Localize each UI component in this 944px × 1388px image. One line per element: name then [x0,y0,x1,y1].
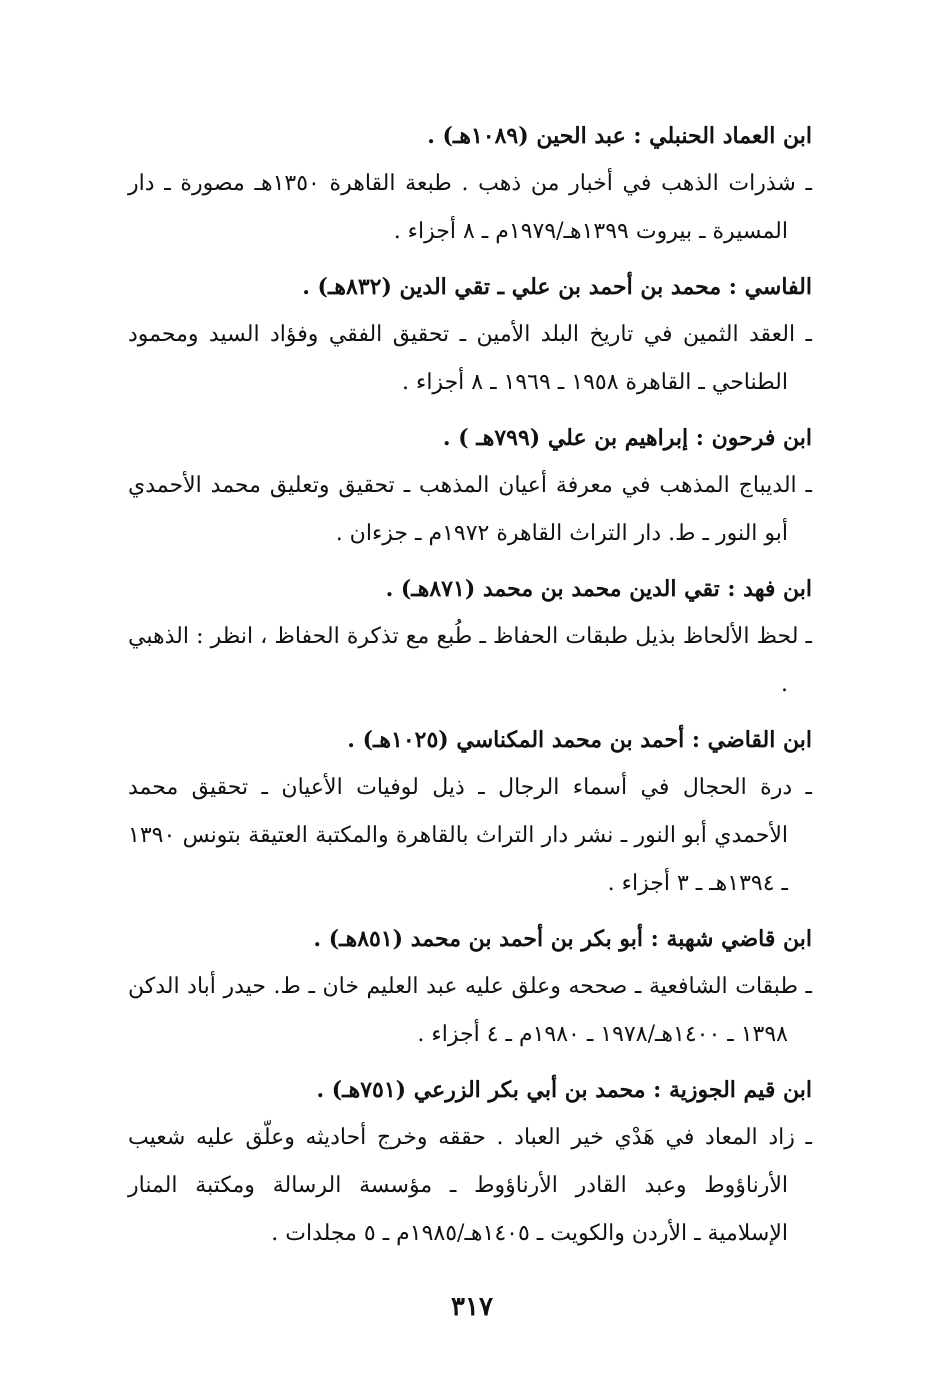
entry-author: ابن قيم الجوزية : محمد بن أبي بكر الزرعي (٧٥١هـ) . [316,1077,812,1103]
entry-author: ابن القاضي : أحمد بن محمد المكناسي (١٠٢٥هـ) . [347,727,812,753]
bibliography-entry [128,263,812,407]
bibliography-entry [128,565,812,709]
entry-author: ابن العماد الحنبلي : عبد الحين (١٠٨٩هـ) . [427,123,812,149]
entry-work: ـ درة الحجال في أسماء الرجال ـ ذيل لوفيات الأعيان ـ تحقيق محمد الأحمدي أبو النور ـ نشر دار التراث بالقاهرة والمكتبة العتيقة بتونس ١٣٩٠ ـ ١٣٩٤هـ ـ ٣ أجزاء . [128,775,812,896]
entry-work: ـ الديباج المذهب في معرفة أعيان المذهب ـ تحقيق وتعليق محمد الأحمدي أبو النور ـ ط. دار التراث القاهرة ١٩٧٢م ـ جزءان . [128,473,813,546]
entry-author: ابن فهد : تقي الدين محمد بن محمد (٨٧١هـ) . [385,576,812,602]
entry-work: ـ لحظ الألحاظ بذيل طبقات الحفاظ ـ طُبع مع تذكرة الحفاظ ، انظر : الذهبي . [128,624,812,697]
entry-author: الفاسي : محمد بن أحمد بن علي ـ تقي الدين (٨٣٢هـ) . [302,274,812,300]
entry-work: ـ العقد الثمين في تاريخ البلد الأمين ـ تحقيق الفقي وفؤاد السيد ومحمود الطناحي ـ القاهرة ١٩٥٨ ـ ١٩٦٩ ـ ٨ أجزاء . [128,322,812,395]
bibliography-entry [128,915,812,1059]
bibliography-entry [128,112,812,256]
page-number: ٣١٧ [451,1292,493,1322]
bibliography-list [128,112,812,1265]
bibliography-entry [128,716,812,908]
bibliography-entry [128,1066,812,1258]
entry-work: ـ زاد المعاد في هَدْي خير العباد . حققه وخرج أحاديثه وعلّق عليه شعيب الأرناؤوط وعبد القادر الأرناؤوط ـ مؤسسة الرسالة ومكتبة المنار الإسلامية ـ الأردن والكويت ـ ١٤٠٥هـ/١٩٨٥م ـ ٥ مجلدات . [128,1125,812,1246]
entry-author: ابن قاضي شهبة : أبو بكر بن أحمد بن محمد (٨٥١هـ) . [313,926,812,952]
entry-author: ابن فرحون : إبراهيم بن علي (٧٩٩هـ ) . [442,425,812,451]
entry-work: ـ شذرات الذهب في أخبار من ذهب . طبعة القاهرة ١٣٥٠هـ مصورة ـ دار المسيرة ـ بيروت ١٣٩٩هـ/١٩٧٩م ـ ٨ أجزاء . [128,171,812,244]
bibliography-entry [128,414,812,558]
entry-work: ـ طبقات الشافعية ـ صححه وعلق عليه عبد العليم خان ـ ط. حيدر أباد الدكن ١٣٩٨ ـ ١٤٠٠هـ/١٩٧٨ ـ ١٩٨٠م ـ ٤ أجزاء . [128,974,812,1047]
